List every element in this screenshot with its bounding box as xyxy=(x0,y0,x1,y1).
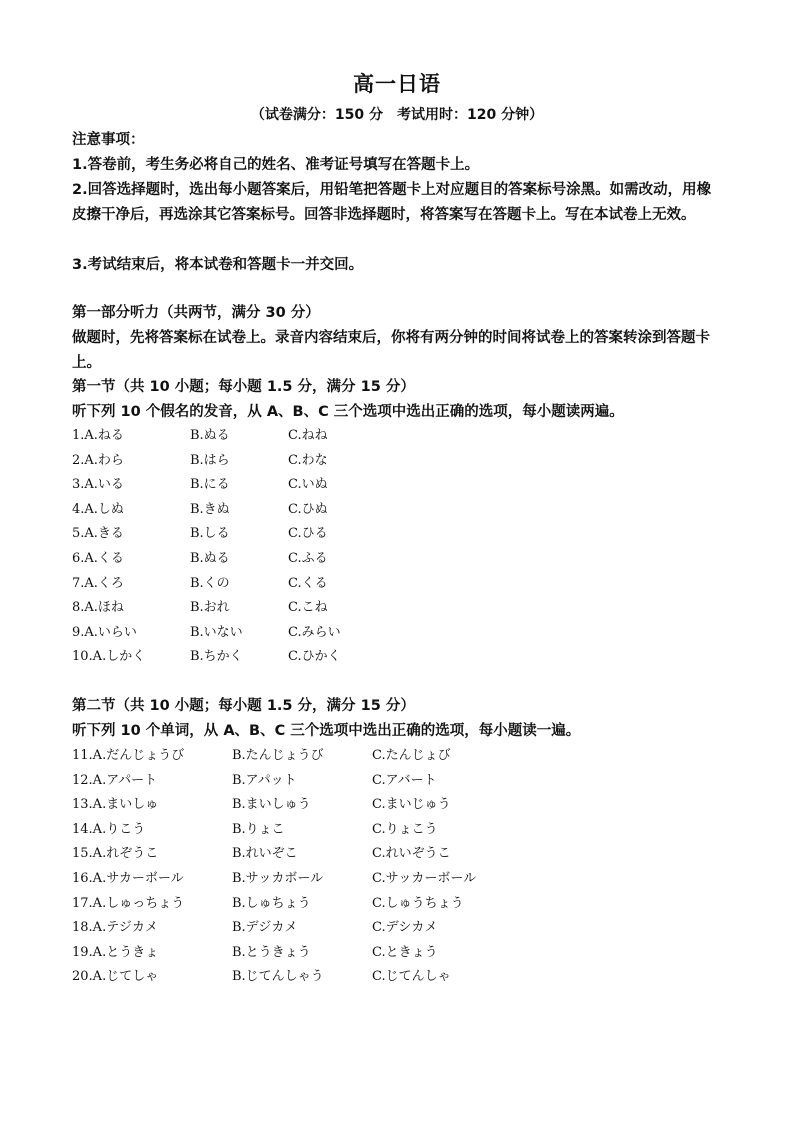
option-b: B.じてんしゃう xyxy=(232,969,324,985)
exam-meta: （试卷满分：150 分 考试用时：120 分钟） xyxy=(250,107,544,123)
option-c: C.みらい xyxy=(288,624,341,640)
option-c: C.まいじゅう xyxy=(372,797,451,813)
option-c: C.じてんしゃ xyxy=(372,969,451,985)
option-c: C.ひる xyxy=(288,526,328,542)
option-a: 4.A.しぬ xyxy=(72,501,124,517)
option-b: B.れいぞこ xyxy=(232,846,298,862)
option-c: C.こね xyxy=(288,600,328,616)
option-a: 6.A.くる xyxy=(72,551,124,566)
option-c: C.デシカメ xyxy=(372,920,438,936)
option-b: B.ちかく xyxy=(190,649,243,665)
option-c: C.たんじょび xyxy=(372,748,451,763)
option-b: B.いない xyxy=(190,624,243,640)
option-b: B.しる xyxy=(190,526,230,542)
option-a: 5.A.きる xyxy=(72,526,124,542)
option-c: C.れいぞうこ xyxy=(372,846,451,862)
option-a: 19.A.とうきょ xyxy=(72,944,159,960)
option-c: C.わな xyxy=(288,452,328,468)
option-c: C.ふる xyxy=(288,551,328,566)
option-a: 17.A.しゅっちょう xyxy=(72,895,185,911)
option-c: C.いぬ xyxy=(288,477,328,493)
option-a: 15.A.れぞうこ xyxy=(72,846,159,862)
part1-heading: 第一部分听力（共两节，满分 30 分） xyxy=(72,305,320,321)
page-title: 高一日语 xyxy=(353,72,441,96)
option-c: C.ときょう xyxy=(372,944,438,960)
option-b: B.はら xyxy=(190,452,230,468)
option-a: 20.A.じてしゃ xyxy=(72,969,159,985)
option-b: B.しゅちょう xyxy=(232,895,311,911)
option-a: 12.A.アパート xyxy=(72,772,158,788)
option-c: C.ひかく xyxy=(288,649,341,665)
option-c: C.しゅうちょう xyxy=(372,895,464,911)
option-b: B.とうきょう xyxy=(232,944,311,960)
option-b: B.デジカメ xyxy=(232,920,298,936)
option-a: 18.A.テジカメ xyxy=(72,920,158,936)
option-a: 11.A.だんじょうび xyxy=(72,748,185,763)
option-c: C.ねね xyxy=(288,428,328,443)
part1-instruction: 做题时，先将答案标在试卷上。录音内容结束后，你将有两分钟的时间将试卷上的答案转涂到答题卡上。 xyxy=(72,330,710,371)
option-b: B.おれ xyxy=(190,600,230,616)
option-a: 2.A.わら xyxy=(72,452,124,468)
option-b: B.アパット xyxy=(232,772,297,788)
option-a: 10.A.しかく xyxy=(72,649,146,665)
section2-instruction: 听下列 10 个单词，从 A、B、C 三个选项中选出正确的选项，每小题读一遍。 xyxy=(72,723,581,739)
option-b: B.ぬる xyxy=(190,428,230,443)
option-b: B.サッカボール xyxy=(232,871,324,886)
option-c: C.ひぬ xyxy=(288,501,328,517)
option-c: C.くる xyxy=(288,575,328,591)
option-c: C.サッカーボール xyxy=(372,871,477,886)
option-a: 9.A.いらい xyxy=(72,624,137,640)
option-b: B.ぬる xyxy=(190,551,230,566)
option-a: 13.A.まいしゅ xyxy=(72,797,159,813)
section1-heading: 第一节（共 10 小题；每小题 1.5 分，满分 15 分） xyxy=(72,379,415,395)
note-item-2: 2.回答选择题时，选出每小题答案后，用铅笔把答题卡上对应题目的答案标号涂黑。如需改动，用橡皮擦干净后，再选涂其它答案标号。回答非选择题时，将答案写在答题卡上。写在本试卷上无效。 xyxy=(72,182,712,223)
option-a: 16.A.サカーボール xyxy=(72,871,184,886)
option-c: C.りょこう xyxy=(372,821,438,837)
option-a: 14.A.りこう xyxy=(72,821,146,837)
section2-heading: 第二节（共 10 小题；每小题 1.5 分，满分 15 分） xyxy=(72,698,415,714)
option-b: B.まいしゅう xyxy=(232,797,311,813)
option-a: 3.A.いる xyxy=(72,477,124,493)
note-item-1: 1.答卷前，考生务必将自己的姓名、准考证号填写在答题卡上。 xyxy=(72,157,480,173)
notes-heading: 注意事项： xyxy=(72,132,145,148)
option-a: 8.A.ほね xyxy=(72,600,124,616)
option-b: B.りょこ xyxy=(232,821,285,837)
option-a: 1.A.ねる xyxy=(72,428,124,443)
option-b: B.きぬ xyxy=(190,501,230,517)
option-b: B.にる xyxy=(190,477,230,493)
option-b: B.たんじょうび xyxy=(232,748,324,763)
option-a: 7.A.くろ xyxy=(72,575,124,591)
section1-instruction: 听下列 10 个假名的发音，从 A、B、C 三个选项中选出正确的选项，每小题读两遍。 xyxy=(72,404,624,420)
option-b: B.くの xyxy=(190,575,230,591)
note-item-3: 3.考试结束后，将本试卷和答题卡一并交回。 xyxy=(72,257,364,273)
option-c: C.アバート xyxy=(372,772,437,788)
